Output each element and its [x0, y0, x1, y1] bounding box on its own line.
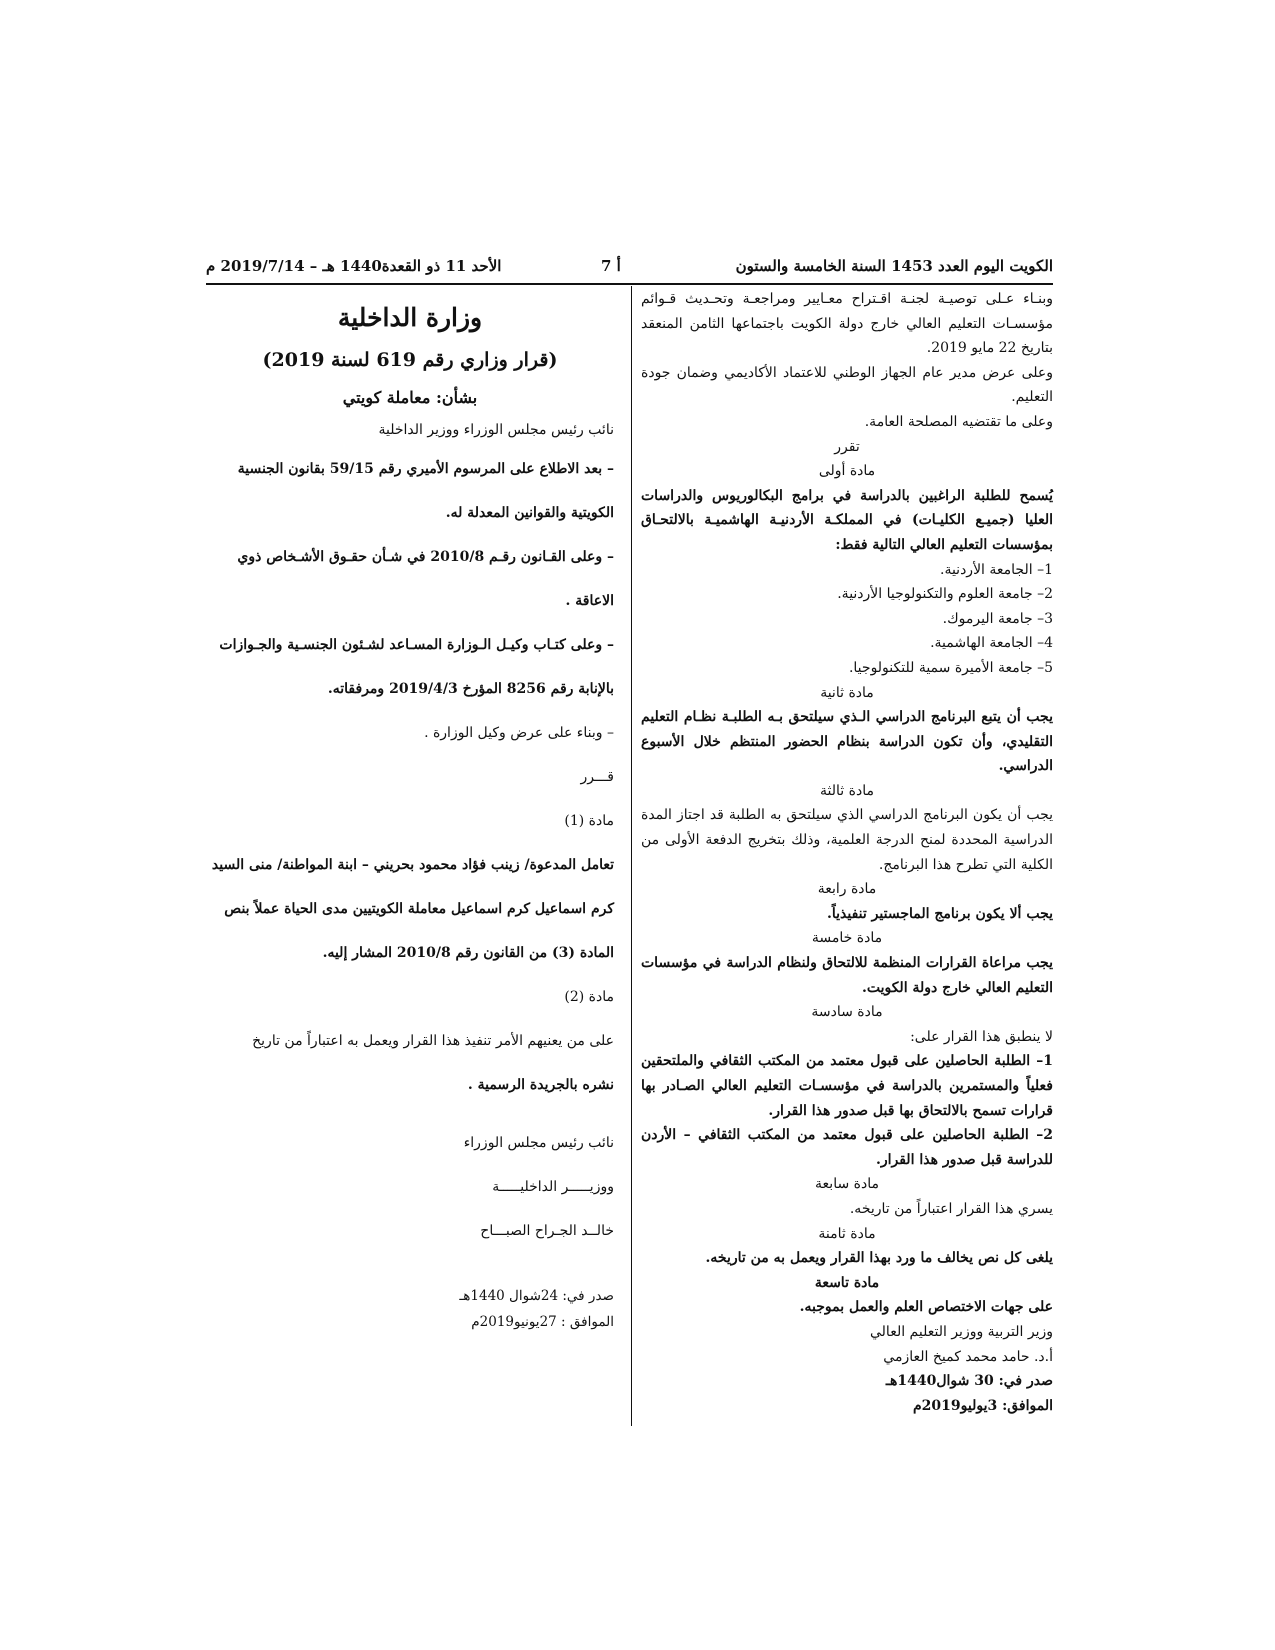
- preamble-line: بالإنابة رقم 8256 المؤرخ 2019/4/3 ومرفقاته.: [327, 681, 614, 697]
- article-6-item-2: 2– الطلبة الحاصلين على قبول معتمد من المكتب الثقافي – الأردن للدراسة قبل صدور هذا القرار.: [641, 1127, 1053, 1168]
- article-5-title: مادة خامسة: [811, 930, 883, 947]
- decides-heading: تقرر: [834, 438, 860, 455]
- preamble-line: – وعلى القـانون رقـم 2010/8 في شـأن حقـوق الأشـخاص ذوي: [237, 549, 614, 565]
- article-1-line: تعامل المدعوة/ زينب فؤاد محمود بحريني – ابنة المواطنة/ منى السيد: [211, 857, 614, 873]
- article-2-title: مادة (2): [564, 989, 614, 1005]
- list-item: 1– الجامعة الأردنية.: [940, 561, 1053, 578]
- preamble-line: – بعد الاطلاع على المرسوم الأميري رقم 59/15 بقانون الجنسية: [237, 461, 614, 477]
- preamble-line: – وعلى كتـاب وكيـل الـوزارة المسـاعد لشـئون الجنسـية والجـوازات: [219, 637, 614, 653]
- article-9-text: على جهات الاختصاص العلم والعمل بموجبه.: [799, 1299, 1053, 1316]
- intro-paragraph-1: وبنـاء عـلى توصيـة لجنـة اقـتراح معـايير ومراجعـة وتحـديث قـوائم مؤسسـات التعليم العالي خارج دولة الكويت باجتماعها الثامن المنعقد بتاريخ 22 مايو 2019.: [641, 291, 1053, 357]
- intro-paragraph-2: وعلى عرض مدير عام الجهاز الوطني للاعتماد الأكاديمي وضمان جودة التعليم.: [641, 364, 1053, 406]
- list-item: 5– جامعة الأميرة سمية للتكنولوجيا.: [848, 659, 1053, 676]
- article-1-text: يُسمح للطلبة الراغبين بالدراسة في برامج البكالوريوس والدراسات العليا (جميـع الكليـات) في المملكـة الأردنيـة الهاشميـة بالالتحـاق بمؤسسات التعليم العالي التالية فقط:: [641, 487, 1053, 553]
- spacer: [206, 1107, 614, 1121]
- article-6-item-1: 1– الطلبة الحاصلين على قبول معتمد من المكتب الثقافي والملتحقين فعلياً والمستمرين بالدراسة في مؤسسـات التعليم العالي الصـادر بها قرارات تسمح بالالتحاق بها قبل صدور هذا القرار.: [641, 1053, 1053, 1119]
- corresponding-date: الموافق : 27يونيو2019م: [471, 1314, 614, 1330]
- article-8-title: مادة ثامنة: [818, 1225, 876, 1242]
- article-1-line: كرم اسماعيل كرم اسماعيل معاملة الكويتيين مدى الحياة عملاً بنص: [224, 901, 614, 917]
- article-3-text: يجب أن يكون البرنامج الدراسي الذي سيلتحق به الطلبة قد اجتاز المدة الدراسية المحددة لمنح الدرجة العلمية، وذلك بتخريج الدفعة الأولى من الكلية التي تطرح هذا البرنامج.: [641, 807, 1053, 873]
- right-column: [641, 287, 1053, 1418]
- article-6-title: مادة سادسة: [811, 1004, 883, 1021]
- article-8-text: يلغى كل نص يخالف ما ورد بهذا القرار ويعمل به من تاريخه.: [705, 1250, 1053, 1267]
- article-1-title: مادة (1): [564, 813, 614, 829]
- article-1-title: مادة أولى: [818, 463, 876, 480]
- article-2-line: نشره بالجريدة الرسمية .: [467, 1077, 614, 1093]
- article-9-title: مادة تاسعة: [814, 1274, 880, 1291]
- signature-title: ووزيـــــر الداخليـــــة: [492, 1179, 614, 1195]
- left-column: [206, 287, 614, 1335]
- decree-subject: بشأن: معاملة كويتي: [342, 388, 478, 407]
- preamble-line: – وبناء على عرض وكيل الوزارة .: [424, 725, 614, 741]
- decides-heading: قـــرر: [580, 769, 614, 785]
- article-2-line: على من يعنيهم الأمر تنفيذ هذا القرار ويعمل به اعتباراً من تاريخ: [252, 1033, 614, 1049]
- newspaper-page: [206, 253, 1053, 1433]
- signature-name: خالــد الجـراح الصبـــاح: [480, 1223, 614, 1239]
- column-divider: [631, 286, 632, 1426]
- preamble-line: الكويتية والقوانين المعدلة له.: [445, 505, 614, 521]
- issued-date: صدر في: 24شوال 1440هـ: [459, 1288, 614, 1304]
- header-issue-info: الكويت اليوم العدد 1453 السنة الخامسة والستون: [735, 257, 1053, 275]
- list-item: 2– جامعة العلوم والتكنولوجيا الأردنية.: [837, 586, 1053, 603]
- article-4-text: يجب ألا يكون برنامج الماجستير تنفيذياً.: [826, 905, 1053, 922]
- list-item: 4– الجامعة الهاشمية.: [930, 635, 1053, 652]
- article-6-text: لا ينطبق هذا القرار على:: [910, 1028, 1053, 1045]
- article-3-title: مادة ثالثة: [820, 782, 874, 799]
- article-7-title: مادة سابعة: [815, 1176, 879, 1193]
- article-1-line: المادة (3) من القانون رقم 2010/8 المشار إليه.: [322, 945, 614, 961]
- signature-title: وزير التربية ووزير التعليم العالي: [870, 1323, 1053, 1340]
- article-5-text: يجب مراعاة القرارات المنظمة للالتحاق ولنظام الدراسة في مؤسسات التعليم العالي خارج دولة الكويت.: [641, 955, 1053, 996]
- article-2-title: مادة ثانية: [820, 684, 874, 701]
- header-rule: [206, 283, 1053, 285]
- header-date: الأحد 11 ذو القعدة1440 هـ – 2019/7/14 م: [206, 257, 502, 275]
- ministry-title: وزارة الداخلية: [337, 303, 483, 332]
- issued-date: صدر في: 30 شوال1440هـ: [885, 1373, 1053, 1390]
- header-page-number: أ 7: [601, 257, 621, 275]
- issuer-line: نائب رئيس مجلس الوزراء ووزير الداخلية: [378, 422, 614, 438]
- corresponding-date: الموافق: 3يوليو2019م: [912, 1397, 1053, 1414]
- list-item: 3– جامعة اليرموك.: [942, 610, 1053, 627]
- preamble-line: الاعاقة .: [565, 593, 614, 609]
- article-4-title: مادة رابعة: [817, 881, 877, 898]
- article-2-text: يجب أن يتبع البرنامج الدراسي الـذي سيلتحق بـه الطلبـة نظـام التعليم التقليدي، وأن تكون الدراسة بنظام الحضور المنتظم خلال الأسبوع الدراسي.: [641, 709, 1053, 775]
- intro-paragraph-3: وعلى ما تقتضيه المصلحة العامة.: [864, 413, 1053, 430]
- page-header: [206, 253, 1053, 281]
- signature-name: أ.د. حامد محمد كميخ العازمي: [883, 1348, 1053, 1365]
- article-7-text: يسري هذا القرار اعتباراً من تاريخه.: [849, 1200, 1053, 1217]
- signature-title: نائب رئيس مجلس الوزراء: [463, 1135, 614, 1151]
- decree-number: (قرار وزاري رقم 619 لسنة 2019): [262, 349, 558, 371]
